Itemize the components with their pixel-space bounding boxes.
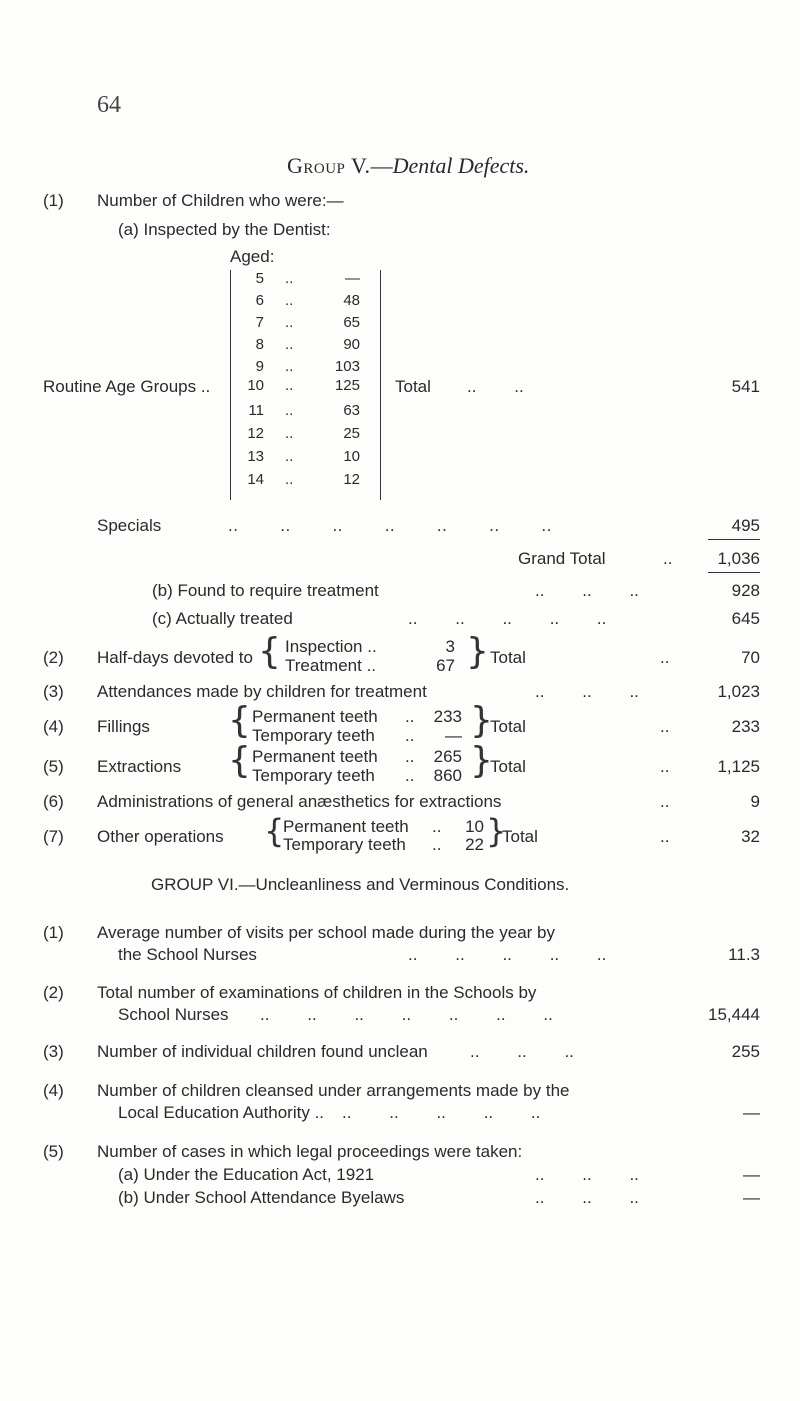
q5-text: Extractions [97,757,182,776]
g6-q1-text-line1: Average number of visits per school made during the year by [97,923,555,942]
routine-age-groups-label: Routine Age Groups .. [43,377,211,396]
g6-q5-number: (5) [43,1142,64,1161]
q2-item-inspection: Inspection .. [285,637,377,656]
count-age-8: 90 [343,336,360,353]
q4-value-temporary: — [445,726,462,745]
leader-dots: .. [660,717,670,736]
leader-dots: .. .. .. [535,1188,639,1207]
g6-q2-number: (2) [43,983,64,1002]
count-age-7: 65 [343,314,360,331]
g6-q1-text-line2: the School Nurses [118,945,257,964]
g6-q3-number: (3) [43,1042,64,1061]
q3-value: 1,023 [717,682,760,701]
age-12: 12 [247,425,264,442]
q7-value-permanent: 10 [465,817,484,836]
q1c-value: 645 [731,609,760,628]
count-age-14: 12 [343,471,360,488]
leader-dots: .. [660,827,670,846]
right-brace: } [470,700,493,741]
count-age-11: 63 [343,402,360,419]
sum-rule [708,572,760,573]
age-9: 9 [255,358,264,375]
specials-value: 495 [731,516,760,535]
g6-q2-text-line2: School Nurses [118,1005,229,1024]
count-age-13: 10 [343,448,360,465]
g6-q5b-value: — [743,1188,760,1207]
age-11: 11 [248,402,264,419]
age-dots: .. [285,292,294,309]
leader-dots: .. [432,835,442,854]
q6-number: (6) [43,792,64,811]
g6-q5-text: Number of cases in which legal proceedings were taken: [97,1142,523,1161]
count-age-10: 125 [334,377,360,394]
age-dots: .. [285,336,294,353]
age-6: 6 [255,292,264,309]
aged-label: Aged: [230,247,275,266]
age-dots: .. [285,377,294,394]
routine-total-value: 541 [731,377,760,396]
leader-dots: .. .. .. [535,581,639,600]
leader-dots: .. .. .. [470,1042,574,1061]
count-age-5: — [345,270,360,287]
q2-text: Half-days devoted to [97,648,253,667]
q1a-text: (a) Inspected by the Dentist: [118,220,331,239]
q7-item-permanent: Permanent teeth [283,817,409,836]
leader-dots: .. [432,817,442,836]
q1-text: Number of Children who were:— [97,191,344,210]
q5-item-permanent: Permanent teeth [252,747,378,766]
group-5-title-dash: — [370,153,393,178]
leader-dots: .. [660,792,670,811]
q2-number: (2) [43,648,64,667]
q4-text: Fillings [97,717,150,736]
q6-value: 9 [750,792,760,811]
leader-dots: .. [663,549,673,568]
right-bracket-line [380,270,381,500]
q4-item-permanent: Permanent teeth [252,707,378,726]
leader-dots: .. [405,766,415,785]
group-5-title-prefix: Group V. [287,153,371,178]
age-10: 10 [247,377,264,394]
q4-number: (4) [43,717,64,736]
g6-q1-number: (1) [43,923,64,942]
age-13: 13 [247,448,264,465]
group-6-title: GROUP VI.—Uncleanliness and Verminous Conditions. [151,875,570,894]
leader-dots: .. .. [467,377,524,396]
q7-value: 32 [741,827,760,846]
q2-value: 70 [741,648,760,667]
q4-value: 233 [731,717,760,736]
g6-q2-value: 15,444 [708,1005,760,1024]
age-dots: .. [285,270,294,287]
g6-q5b-text: (b) Under School Attendance Byelaws [118,1188,405,1207]
leader-dots: .. [405,747,415,766]
q2-value-inspection: 3 [445,637,455,656]
leader-dots: .. [405,726,415,745]
age-dots: .. [285,358,294,375]
q5-number: (5) [43,757,64,776]
age-dots: .. [285,471,294,488]
age-5: 5 [255,270,264,287]
right-brace: } [470,740,493,781]
q7-text: Other operations [97,827,224,846]
q4-total-label: Total [490,717,526,736]
page-number: 64 [97,92,121,118]
count-age-9: 103 [334,358,360,375]
g6-q5a-value: — [743,1165,760,1184]
g6-q2-text-line1: Total number of examinations of children in the Schools by [97,983,537,1002]
g6-q4-number: (4) [43,1081,64,1100]
q7-number: (7) [43,827,64,846]
leader-dots: .. .. .. .. .. [342,1103,541,1122]
q2-total-label: Total [490,648,526,667]
leader-dots: .. [660,757,670,776]
routine-total-label: Total [395,377,431,396]
left-brace: { [258,631,281,672]
q3-number: (3) [43,682,64,701]
group-5-title [287,153,529,179]
left-brace: { [228,700,251,741]
q1-number: (1) [43,191,64,210]
leader-dots: .. .. .. .. .. [408,609,607,628]
q4-item-temporary: Temporary teeth [252,726,375,745]
g6-q4-text-line1: Number of children cleansed under arrangements made by the [97,1081,570,1100]
leader-dots: .. .. .. [535,1165,639,1184]
q2-item-treatment: Treatment .. [285,656,377,675]
group-5-title-italic: Dental Defects. [392,153,530,178]
specials-label: Specials [97,516,162,535]
count-age-6: 48 [343,292,360,309]
q5-value: 1,125 [717,757,760,776]
leader-dots: .. .. .. .. .. .. .. [260,1005,553,1024]
q1b-value: 928 [731,581,760,600]
right-brace: } [486,812,507,850]
q5-value-temporary: 860 [433,766,462,785]
age-dots: .. [285,448,294,465]
q7-value-temporary: 22 [465,835,484,854]
g6-q5a-text: (a) Under the Education Act, 1921 [118,1165,375,1184]
leader-dots: .. [405,707,415,726]
g6-q3-text: Number of individual children found unclean [97,1042,428,1061]
age-7: 7 [255,314,264,331]
age-dots: .. [285,402,294,419]
left-bracket-line [230,270,231,500]
age-14: 14 [247,471,264,488]
leader-dots: .. .. .. .. .. .. .. [228,516,552,535]
age-8: 8 [255,336,264,353]
q1c-text: (c) Actually treated [152,609,293,628]
right-brace: } [466,631,489,672]
grand-total-label: Grand Total [518,549,606,568]
g6-q4-value: — [743,1103,760,1122]
leader-dots: .. [660,648,670,667]
age-dots: .. [285,314,294,331]
q5-item-temporary: Temporary teeth [252,766,375,785]
left-brace: { [264,812,285,850]
grand-total-value: 1,036 [717,549,760,568]
q7-total-label: Total [502,827,538,846]
q6-text: Administrations of general anæsthetics for extractions [97,792,502,811]
q3-text: Attendances made by children for treatment [97,682,427,701]
age-dots: .. [285,425,294,442]
q5-value-permanent: 265 [433,747,462,766]
leader-dots: .. .. .. .. .. [408,945,607,964]
g6-q3-value: 255 [731,1042,760,1061]
q1b-text: (b) Found to require treatment [152,581,379,600]
q4-value-permanent: 233 [433,707,462,726]
q5-total-label: Total [490,757,526,776]
left-brace: { [228,740,251,781]
q2-value-treatment: 67 [436,656,455,675]
g6-q1-value: 11.3 [728,945,760,964]
q7-item-temporary: Temporary teeth [283,835,406,854]
g6-q4-text-line2: Local Education Authority .. [118,1103,325,1122]
leader-dots: .. .. .. [535,682,639,701]
count-age-12: 25 [343,425,360,442]
sum-rule [708,539,760,540]
